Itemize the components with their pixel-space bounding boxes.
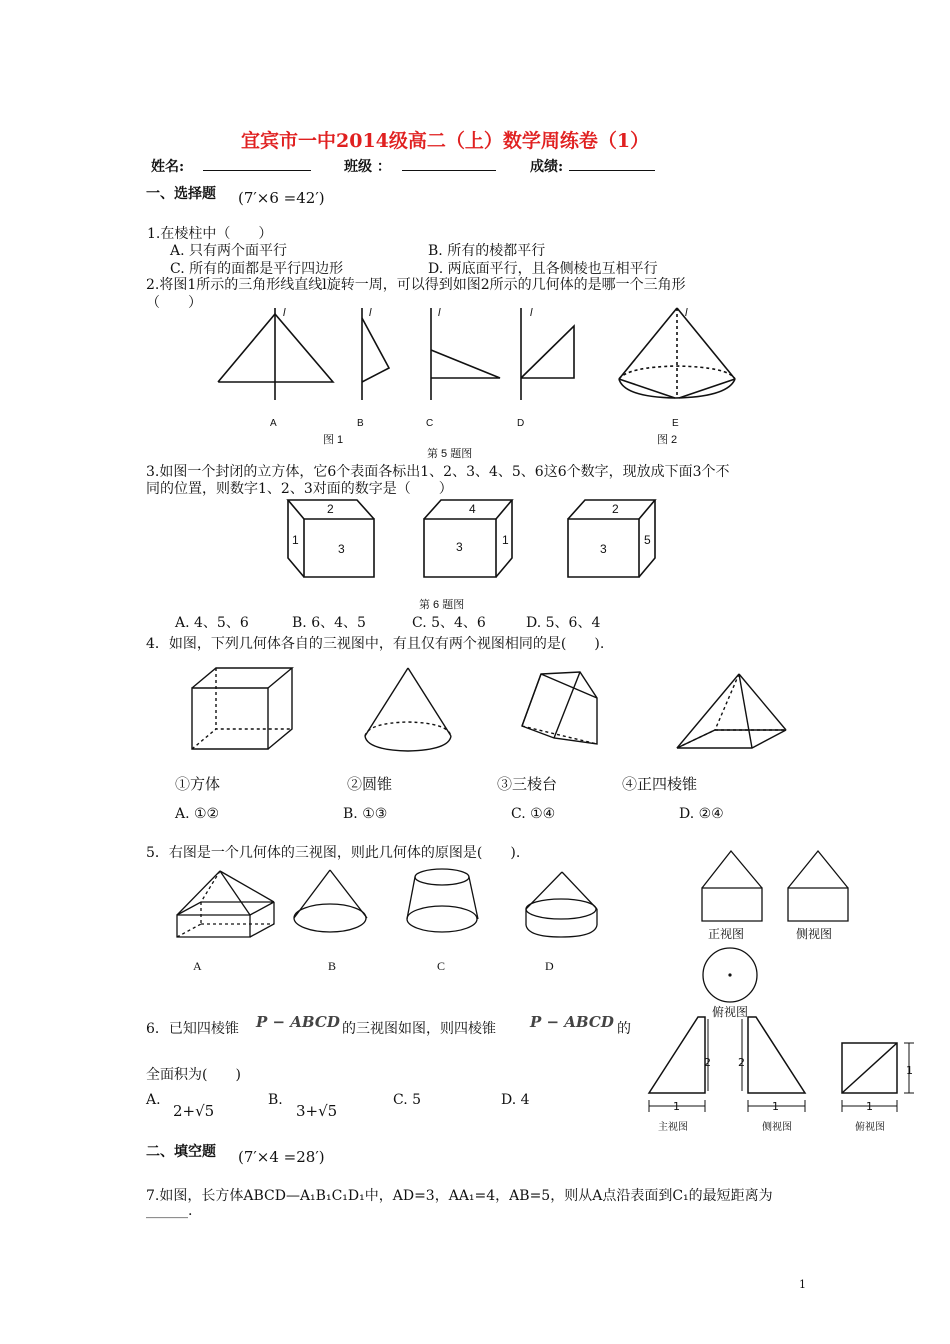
name-label: 姓名: [151,159,185,175]
cube-face-front: 3 [338,542,345,556]
option-a-label: A. [146,1092,161,1108]
figure-caption: 第 5 题图 [427,448,473,460]
option-b: 3+√5 [296,1102,338,1120]
dim-side: 1 [906,1064,913,1077]
dim-width: 1 [772,1100,779,1113]
option-b-label: B. [268,1092,283,1108]
cube-face-side: 1 [292,533,299,547]
option-a: A. 只有两个面平行 [170,243,288,259]
view-label: 侧视图 [796,927,833,941]
cube-figure [0,494,950,614]
choice-label-a: A [270,418,277,429]
cube-face-top: 2 [612,502,619,516]
question-stem-cont: 的三视图如图，则四棱锥 [342,1021,496,1037]
figure-caption: 图 2 [657,434,678,446]
class-field[interactable] [402,170,496,171]
axis-label: l [369,307,372,319]
question-stem: 2.将图1所示的三角形线直线l旋转一周，可以得到如图2所示的几何体的是哪一个三角形 [146,277,686,293]
cube-face-front: 3 [456,540,463,554]
rotation-figure [0,300,950,460]
dim-width: 1 [673,1100,680,1113]
solids-figure [0,660,950,770]
axis-label: l [685,307,688,319]
option-d: D. 4 [501,1092,530,1108]
section-score: (7′×6 =42′) [238,189,325,207]
axis-label: l [530,307,533,319]
choice-label-e: E [672,418,679,429]
shape-label: ③三棱台 [497,775,558,793]
option-d: D. ②④ [679,806,724,822]
dim-width: 1 [866,1100,873,1113]
view-label: 俯视图 [712,1005,749,1019]
choice-label-c: C [426,418,434,429]
choice-label-b: B [328,959,337,973]
section-heading: 二、填空题 [146,1144,216,1160]
cube-face-top: 2 [327,502,334,516]
pyramid-three-view [0,1010,950,1140]
question-stem: 3.如图一个封闭的立方体，它6个表面各标出1、2、3、4、5、6这6个数字，现放成下面3个不 [146,464,730,480]
option-a: A. ①② [175,806,220,822]
shape-label: ②圆锥 [347,775,393,793]
answer-blank[interactable]: ______. [146,1203,193,1219]
score-field[interactable] [569,170,655,171]
name-field[interactable] [203,170,311,171]
question-stem-cont: （ ） [146,295,202,311]
question-stem-cont: 全面积为( ) [146,1067,241,1083]
cube-face-front: 3 [600,542,607,556]
view-label: 俯视图 [855,1122,885,1133]
dim-height: 2 [704,1056,711,1069]
page-title: 宜宾市一中2014级高二（上）数学周练卷（1） [241,130,650,152]
option-b: B. ①③ [343,806,388,822]
cube-face-side: 1 [502,533,509,547]
option-c: C. 所有的面都是平行四边形 [170,261,344,277]
axis-label: l [438,307,441,319]
score-label: 成绩: [530,159,564,175]
axis-label: l [283,307,286,319]
pyramid-name: P − ABCD [530,1013,614,1031]
cube-face-top: 4 [469,502,476,516]
figure-caption: 图 1 [323,434,344,446]
question-stem: 6．已知四棱锥 [146,1021,239,1037]
figure-caption: 第 6 题图 [419,599,465,611]
question-stem: 7.如图，长方体ABCD—A₁B₁C₁D₁中，AD=3，AA₁=4，AB=5，则从A点沿表面到C₁的最短距离为 [146,1188,773,1204]
choice-label-a: A [193,959,202,973]
three-view-figure [0,846,950,1026]
option-b: B. 所有的棱都平行 [428,243,546,259]
page-number: 1 [799,1278,806,1291]
shape-label: ④正四棱锥 [622,775,698,793]
question-stem: 1.在棱柱中（ ） [147,226,273,242]
pyramid-name: P − ABCD [256,1013,340,1031]
question-stem-cont: 的 [617,1021,631,1037]
question-stem: 4．如图，下列几何体各自的三视图中，有且仅有两个视图相同的是( ). [146,636,605,652]
section-heading: 一、选择题 [146,186,216,202]
view-label: 正视图 [708,927,745,941]
cube-face-side: 5 [644,533,651,547]
option-a: A. 4、5、6 [175,615,249,631]
question-stem-cont: 同的位置，则数字1、2、3对面的数字是（ ） [146,481,453,497]
choice-label-d: D [517,418,525,429]
option-d: D. 两底面平行，且各侧棱也互相平行 [428,261,658,277]
shape-label: ①方体 [175,775,221,793]
option-c: C. 5 [393,1092,422,1108]
option-c: C. ①④ [511,806,556,822]
view-label: 主视图 [658,1122,688,1133]
option-d: D. 5、6、4 [526,615,601,631]
choice-label-c: C [437,959,446,973]
choice-label-b: B [357,418,364,429]
view-label: 侧视图 [762,1122,792,1133]
option-c: C. 5、4、6 [412,615,486,631]
dim-height: 2 [738,1056,745,1069]
class-label: 班级 ： [344,159,391,175]
choice-label-d: D [545,959,554,973]
option-b: B. 6、4、5 [292,615,366,631]
option-a: 2+√5 [173,1102,215,1120]
section-score: (7′×4 =28′) [238,1148,325,1166]
question-stem: 5．右图是一个几何体的三视图，则此几何体的原图是( ). [146,845,521,861]
